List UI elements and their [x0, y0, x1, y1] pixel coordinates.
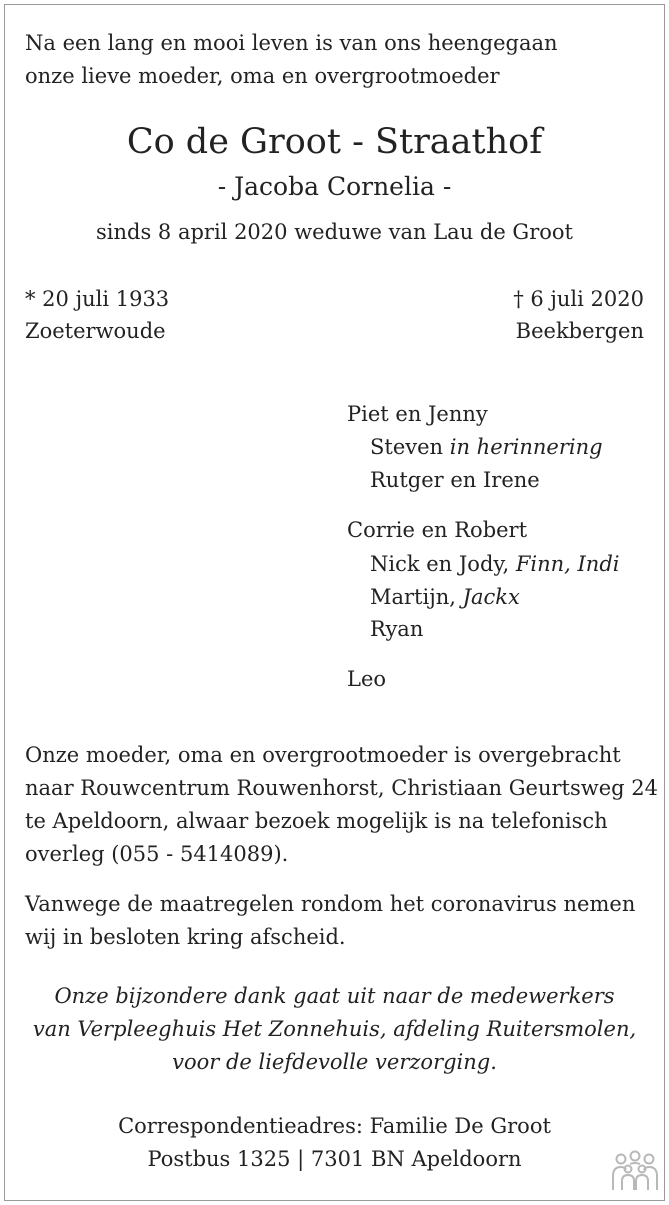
info-line: Onze moeder, oma en overgrootmoeder is overgebracht	[25, 743, 621, 767]
intro-line-1: Na een lang en mooi leven is van ons heengegaan	[25, 31, 558, 55]
thanks-line: van Verpleeghuis Het Zonnehuis, afdeling Ruitersmolen,	[32, 1017, 637, 1041]
family-people-icon	[608, 1150, 662, 1194]
family-member: Ryan	[370, 617, 424, 641]
correspondence-line: Correspondentieadres: Familie De Groot	[118, 1114, 551, 1138]
info-line: overleg (055 - 5414089).	[25, 842, 289, 866]
corona-line: Vanwege de maatregelen rondom het coronavirus nemen	[25, 892, 636, 916]
member-children: Jackx	[462, 585, 520, 609]
family-member	[370, 581, 520, 614]
member-name: Nick en Jody,	[370, 552, 516, 576]
intro-line-2: onze lieve moeder, oma en overgrootmoeder	[25, 64, 500, 88]
death-place: Beekbergen	[515, 319, 644, 343]
given-names: - Jacoba Cornelia -	[217, 172, 452, 201]
family-group-3: Leo	[347, 667, 387, 691]
family-member	[370, 548, 619, 581]
member-note: in herinnering	[449, 435, 603, 459]
death-date: † 6 juli 2020	[513, 287, 644, 311]
family-member: Rutger en Irene	[370, 468, 540, 492]
info-line: te Apeldoorn, alwaar bezoek mogelijk is na telefonisch	[25, 809, 608, 833]
widow-line: sinds 8 april 2020 weduwe van Lau de Groot	[96, 220, 573, 244]
deceased-name: Co de Groot - Straathof	[126, 122, 543, 162]
member-children: Finn, Indi	[515, 552, 620, 576]
member-name: Martijn,	[370, 585, 463, 609]
corona-line: wij in besloten kring afscheid.	[25, 925, 346, 949]
birth-place: Zoeterwoude	[25, 319, 166, 343]
thanks-line: voor de liefdevolle verzorging.	[172, 1050, 497, 1074]
family-group-2: Corrie en Robert	[347, 518, 528, 542]
birth-date: * 20 juli 1933	[25, 287, 170, 311]
member-name: Steven	[370, 435, 450, 459]
info-line: naar Rouwcentrum Rouwenhorst, Christiaan Geurtsweg 24	[25, 776, 658, 800]
family-group-1: Piet en Jenny	[347, 402, 488, 426]
family-member	[370, 431, 603, 464]
correspondence-address: Postbus 1325 | 7301 BN Apeldoorn	[147, 1147, 522, 1171]
thanks-line: Onze bijzondere dank gaat uit naar de medewerkers	[54, 984, 615, 1008]
